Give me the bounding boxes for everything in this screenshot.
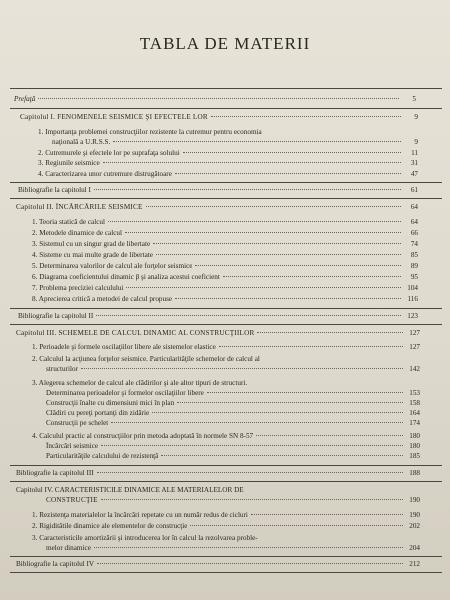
toc-page-number: 66 (410, 229, 418, 237)
toc-entry-bibliography-2[interactable] (18, 312, 418, 321)
toc-entry[interactable] (46, 389, 420, 398)
toc-page-number: 204 (409, 544, 420, 552)
toc-page-number: 9 (414, 138, 418, 146)
toc-entry-text: Capitolul III. SCHEMELE DE CALCUL DINAMIC AL CONSTRUCŢIILOR (16, 329, 255, 337)
leader-dots (96, 315, 401, 316)
toc-entry-text: 1. Perioadele şi formele oscilaţiilor libere ale sistemelor elastice (32, 343, 216, 351)
toc-entry[interactable] (32, 240, 418, 249)
toc-entry-chapter-1[interactable] (20, 113, 418, 122)
toc-page-number: 127 (409, 343, 420, 351)
toc-entry-text: 3. Regiunile seismice (38, 159, 100, 167)
toc-page-number: 5 (412, 95, 416, 103)
leader-dots (97, 472, 403, 473)
toc-page-number: 64 (410, 218, 418, 226)
leader-dots (161, 455, 403, 456)
toc-entry[interactable] (46, 365, 420, 374)
toc-page-number: 9 (414, 113, 418, 121)
toc-page-number: 127 (409, 329, 420, 337)
toc-entry-text: 1. Rezistenţa materialelor la încărcări repetate cu un număr redus de cicluri (32, 511, 248, 519)
leader-dots (101, 499, 403, 500)
toc-entry-text: Bibliografie la capitolul IV (16, 560, 95, 568)
toc-entry-text: 8. Aprecierea critică a metodei de calcul propuse (32, 295, 173, 303)
leader-dots (223, 276, 401, 277)
toc-entry-text: Particularităţile calculului de rezistenţă (46, 452, 159, 460)
toc-entry-text: Capitolul I. FENOMENELE SEISMICE ŞI EFECTELE LOR (20, 113, 208, 121)
leader-dots (101, 445, 403, 446)
toc-entry-preface[interactable] (14, 95, 416, 104)
toc-page-number: 180 (409, 442, 420, 450)
toc-entry-text: 6. Diagrama coeficientului dinamic β şi analiza acestui coeficient (32, 273, 220, 281)
toc-entry-text: Bibliografie la capitolul III (16, 469, 94, 477)
toc-page-number: 47 (410, 170, 418, 178)
leader-dots (195, 265, 401, 266)
leader-dots (126, 287, 401, 288)
leader-dots (152, 412, 403, 413)
toc-page-number: 185 (409, 452, 420, 460)
toc-entry[interactable] (38, 149, 418, 158)
toc-entry-text[interactable]: 2. Calculul la acţiunea forţelor seismice. Particularităţile schemelor de calcul al (32, 355, 260, 363)
toc-entry-text: Construcţii pe schelet (46, 419, 109, 427)
toc-entry[interactable] (46, 399, 420, 408)
toc-entry-chapter-4[interactable] (46, 496, 420, 505)
divider (10, 572, 442, 573)
divider (10, 182, 442, 183)
toc-page-number: 64 (410, 203, 418, 211)
toc-entry-text: 4. Caracterizarea unor cutremure distrugătoare (38, 170, 172, 178)
toc-entry-text: 1. Teoria statică de calcul (32, 218, 106, 226)
toc-entry-text: 2. Rigiditătile dinamice ale elementelor de construcţie (32, 522, 188, 530)
leader-dots (94, 189, 401, 190)
toc-entry[interactable] (32, 284, 418, 293)
divider (10, 324, 442, 325)
toc-page-number: 153 (409, 389, 420, 397)
leader-dots (94, 547, 403, 548)
toc-page-number: 74 (410, 240, 418, 248)
leader-dots (256, 435, 403, 436)
toc-page-number: 190 (409, 496, 420, 504)
toc-entry[interactable] (38, 170, 418, 179)
toc-page-number: 11 (411, 149, 418, 157)
toc-entry-text: 4. Sisteme cu mai multe grade de libertate (32, 251, 153, 259)
leader-dots (177, 402, 403, 403)
toc-entry-text: 2. Metodele dinamice de calcul (32, 229, 123, 237)
leader-dots (175, 173, 401, 174)
toc-entry-text: Încărcări seismice (46, 442, 99, 450)
toc-entry-chapter-3[interactable] (16, 329, 420, 338)
toc-entry-text: CONSTRUCŢIE (46, 496, 98, 504)
toc-page-number: 142 (409, 365, 420, 373)
toc-entry-text[interactable]: Capitolul IV. CARACTERISTICILE DINAMICE ALE MATERIALELOR DE (16, 486, 244, 494)
toc-page-number: 104 (407, 284, 418, 292)
leader-dots (219, 346, 403, 347)
toc-entry-text: naţională a U.R.S.S. (52, 138, 111, 146)
leader-dots (103, 162, 401, 163)
leader-dots (175, 298, 401, 299)
toc-entry[interactable] (32, 262, 418, 271)
toc-entry-text: melor dinamice (46, 544, 91, 552)
toc-entry-text[interactable]: 3. Caracteristicile amortizării şi introducerea lor în calcul la rezolvarea proble- (32, 534, 258, 542)
toc-entry-text[interactable]: 1. Importanţa problemei construcţiilor rezistente la cutremur pentru economia (38, 128, 262, 136)
leader-dots (251, 514, 403, 515)
toc-entry-text: Clădiri cu pereţi portanţi din zidărie (46, 409, 150, 417)
divider (10, 108, 442, 109)
toc-entry[interactable] (32, 273, 418, 282)
leader-dots (153, 243, 401, 244)
toc-entry[interactable] (46, 452, 420, 461)
toc-entry-bibliography-1[interactable] (18, 186, 418, 195)
toc-page-number: 85 (410, 251, 418, 259)
toc-entry[interactable] (32, 432, 420, 441)
toc-entry-text[interactable]: 3. Alegerea schemelor de calcul ale clădirilor şi ale altor tipuri de structuri. (32, 379, 248, 387)
toc-entry-text: Bibliografie la capitolul I (18, 186, 91, 194)
toc-page-number: 174 (409, 419, 420, 427)
leader-dots (97, 563, 403, 564)
divider (10, 481, 442, 482)
toc-entry[interactable] (32, 251, 418, 260)
toc-entry-text: Determinarea perioadelor şi formelor oscilaţiilor libere (46, 389, 204, 397)
toc-page-number: 123 (407, 312, 418, 320)
toc-page-number: 61 (410, 186, 418, 194)
toc-page-number: 158 (409, 399, 420, 407)
toc-entry-text: 7. Problema preciziei calculului (32, 284, 124, 292)
divider (10, 198, 442, 199)
toc-entry-chapter-2[interactable] (16, 203, 418, 212)
leader-dots (257, 332, 403, 333)
toc-page-number: 116 (407, 295, 418, 303)
toc-entry[interactable] (46, 544, 420, 553)
toc-entry[interactable] (46, 409, 420, 418)
toc-page-number: 202 (409, 522, 420, 530)
leader-dots (38, 98, 399, 99)
toc-entry-text: 4. Calculul practic al construcţiilor prin metoda adoptată în normele SN 8-57 (32, 432, 254, 440)
leader-dots (111, 422, 403, 423)
divider (10, 465, 442, 466)
toc-entry-bibliography-4[interactable] (16, 560, 420, 569)
toc-entry-text: 3. Sistemul cu un singur grad de libertate (32, 240, 151, 248)
toc-entry[interactable] (46, 442, 420, 451)
leader-dots (113, 141, 401, 142)
leader-dots (125, 232, 401, 233)
toc-entry[interactable] (32, 511, 420, 520)
leader-dots (190, 525, 403, 526)
toc-entry[interactable] (32, 295, 418, 304)
leader-dots (156, 254, 401, 255)
toc-entry[interactable] (32, 343, 420, 352)
toc-page-number: 31 (410, 159, 418, 167)
toc-page-number: 89 (410, 262, 418, 270)
leader-dots (183, 152, 401, 153)
toc-entry[interactable] (46, 419, 420, 428)
toc-page-number: 190 (409, 511, 420, 519)
toc-entry-text: structurilor (46, 365, 78, 373)
toc-entry-text: Construcţii înalte cu dimensiuni mici în plan (46, 399, 175, 407)
toc-page-number: 212 (409, 560, 420, 568)
toc-entry[interactable] (32, 229, 418, 238)
toc-entry-text: Bibliografie la capitolul II (18, 312, 94, 320)
toc-entry-text: Prefaţă (14, 95, 36, 103)
leader-dots (81, 368, 403, 369)
toc-page-number: 188 (409, 469, 420, 477)
toc-entry[interactable] (32, 218, 418, 227)
leader-dots (108, 221, 401, 222)
toc-entry-text: Capitolul II. ÎNCĂRCĂRILE SEISMICE (16, 203, 143, 211)
leader-dots (146, 206, 401, 207)
leader-dots (207, 392, 403, 393)
toc-entry-text: 2. Cutremurele şi efectele lor pe suprafaţa solului (38, 149, 180, 157)
toc-entry-bibliography-3[interactable] (16, 469, 420, 478)
page-title: TABLA DE MATERII (139, 34, 311, 53)
toc-page-number: 180 (409, 432, 420, 440)
toc-page-number: 164 (409, 409, 420, 417)
toc-entry[interactable] (38, 159, 418, 168)
divider (10, 308, 442, 309)
toc-page-number: 95 (410, 273, 418, 281)
toc-entry-text: 5. Determinarea valorilor de calcul ale forţelor seismice (32, 262, 193, 270)
toc-entry[interactable] (52, 138, 418, 147)
toc-entry[interactable] (32, 522, 420, 531)
leader-dots (211, 116, 401, 117)
divider (10, 556, 442, 557)
